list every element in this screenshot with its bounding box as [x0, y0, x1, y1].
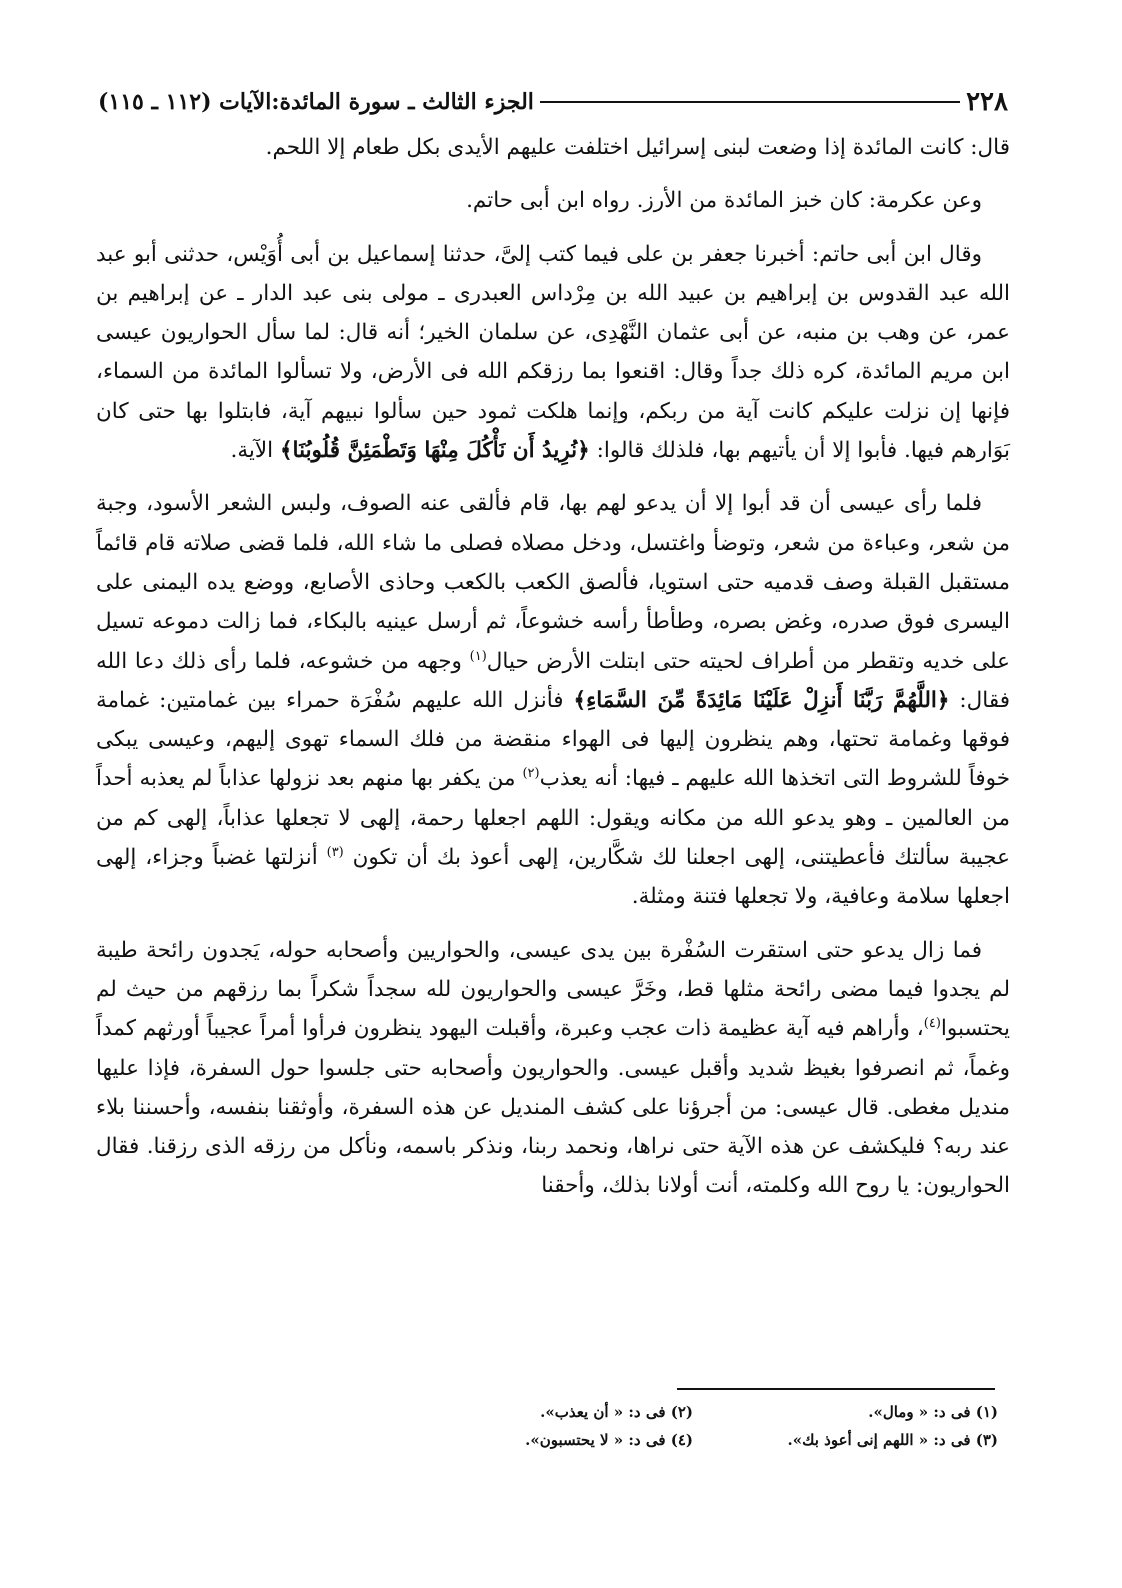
quran-verse: ﴿نُرِيدُ أَن نَأْكُلَ مِنْهَا وَتَطْمَئِنَّ قُلُوبُنَا﴾ [279, 438, 590, 464]
header-rule [540, 101, 960, 103]
header-title: الجزء الثالث ـ سورة المائدة:الآيات (١١٢ ـ ١١٥) [98, 89, 534, 115]
footnote-1: (١) فى د: « ومال». [868, 1403, 998, 1421]
running-header [98, 82, 1008, 122]
footnote-3: (٣) فى د: « اللهم إنى أعوذ بك». [787, 1431, 998, 1449]
footnote-reference: (٣) [326, 844, 344, 860]
text-segment: أنزلتها غضباً وجزاء، إلهى اجعلها سلامة وعافية، ولا تجعلها فتنة ومثلة. [96, 845, 1010, 910]
footnote-separator [677, 1388, 995, 1390]
text-segment: فما زال يدعو حتى استقرت السُفْرة بين يدى عيسى، والحواريين وأصحابه حوله، يَجدون رائحة طيبة لم يجدوا فيما مضى رائحة مثلها قط، وخَرَّ عيسى والحواريون لله سجداً شكراً بما رزقهم من حيث لم يحتسبوا [96, 937, 1010, 1042]
text-segment: وعن عكرمة: كان خبز المائدة من الأرز. رواه ابن أبى حاتم. [466, 188, 982, 214]
text-segment: وجهه من خشوعه، فلما رأى ذلك دعا الله فقال: [96, 648, 1010, 713]
footnotes [438, 1400, 998, 1452]
paragraph [96, 931, 1010, 1206]
paragraph [96, 484, 1010, 916]
text-segment: فلما رأى عيسى أن قد أبوا إلا أن يدعو لهم بها، قام فألقى عنه الصوف، ولبس الشعر الأسود، وجبة من شعر، وعباءة من شعر، وتوضأ واغتسل، ودخل مصلاه فصلى ما شاء الله، فلما قضى صلاته قام قائماً مستقبل القبلة وصف قدميه حتى استويا، فألصق الكعب بالكعب وحاذى الأصابع، ووضع يده اليمنى على اليسرى فوق صدره، وغض بصره، وطأطأ رأسه خشوعاً، ثم أرسل عينيه بالبكاء، فما زالت دموعه تسيل على خديه وتقطر من أطراف لحيته حتى ابتلت الأرض حيال [96, 491, 1010, 674]
footnote-reference: (١) [469, 648, 487, 664]
body-text [96, 128, 1010, 1220]
footnote-reference: (٢) [522, 766, 540, 782]
text-segment: قال: كانت المائدة إذا وضعت لبنى إسرائيل اختلفت عليهم الأيدى بكل طعام إلا اللحم. [265, 135, 1010, 160]
page-number: ٢٢٨ [966, 87, 1008, 117]
footnote-reference: (٤) [923, 1016, 941, 1032]
text-segment: وقال ابن أبى حاتم: أخبرنا جعفر بن على فيما كتب إلىَّ، حدثنا إسماعيل بن أبى أُوَيْس، حدثنى أبو عبد الله عبد القدوس بن إبراهيم بن عبيد الله بن مِرْداس العبدرى ـ مولى بنى عبد الدار ـ عن إبراهيم بن عمر، عن وهب بن منبه، عن أبى عثمان النَّهْدِى، عن سلمان الخير؛ أنه قال: لما سأل الحواريون عيسى ابن مريم المائدة، كره ذلك جداً وقال: اقنعوا بما رزقكم الله فى الأرض، ولا تسألوا المائدة من السماء، فإنها إن نزلت عليكم كانت آية من ربكم، وإنما هلكت ثمود حين سألوا نبيهم آية، فابتلوا بها حتى كان بَوَارهم فيها. فأبوا إلا أن يأتيهم بها، فلذلك قالوا: [96, 241, 1010, 464]
paragraph [96, 235, 1010, 471]
footnote-2: (٢) فى د: « أن يعذب». [540, 1403, 693, 1421]
footnote-4: (٤) فى د: « لا يحتسبون». [525, 1431, 693, 1449]
quran-verse: ﴿اللَّهُمَّ رَبَّنَا أَنزِلْ عَلَيْنَا مَائِدَةً مِّنَ السَّمَاءِ﴾ [573, 687, 950, 713]
paragraph [96, 181, 1010, 220]
text-segment: من يكفر بها منهم بعد نزولها عذاباً لم يعذبه أحداً من العالمين ـ وهو يدعو الله من مكانه ويقول: اللهم اجعلها رحمة، إلهى لا تجعلها عذاباً، إلهى كم من عجيبة سألتك فأعطيتنى، إلهى اجعلنا لك شكَّارين، إلهى أعوذ بك أن تكون [96, 766, 1010, 871]
text-segment: فأنزل الله عليهم سُفْرَة حمراء بين غمامتين: غمامة فوقها وغمامة تحتها، وهم ينظرون إليها فى الهواء منقضة من فلك السماء تهوى إليهم، وعيسى يبكى خوفاً للشروط التى اتخذها الله عليهم ـ فيها: أنه يعذب [96, 687, 1011, 792]
text-segment: الآية. [230, 438, 280, 464]
text-segment: ، وأراهم فيه آية عظيمة ذات عجب وعبرة، وأقبلت اليهود ينظرون فرأوا أمراً عجيباً أورثهم كمداً وغماً، ثم انصرفوا بغيظ شديد وأقبل عيسى. والحواريون وأصحابه حتى جلسوا حول السفرة، فإذا عليها منديل مغطى. قال عيسى: من أجرؤنا على كشف المنديل عن هذه السفرة، وأوثقنا بنفسه، وأحسننا بلاء عند ربه؟ فليكشف عن هذه الآية حتى نراها، ونحمد ربنا، ونذكر باسمه، ونأكل من رزقه الذى رزقنا. فقال الحواريون: يا روح الله وكلمته، أنت أولانا بذلك، وأحقنا [96, 1016, 1010, 1199]
paragraph [96, 128, 1010, 167]
